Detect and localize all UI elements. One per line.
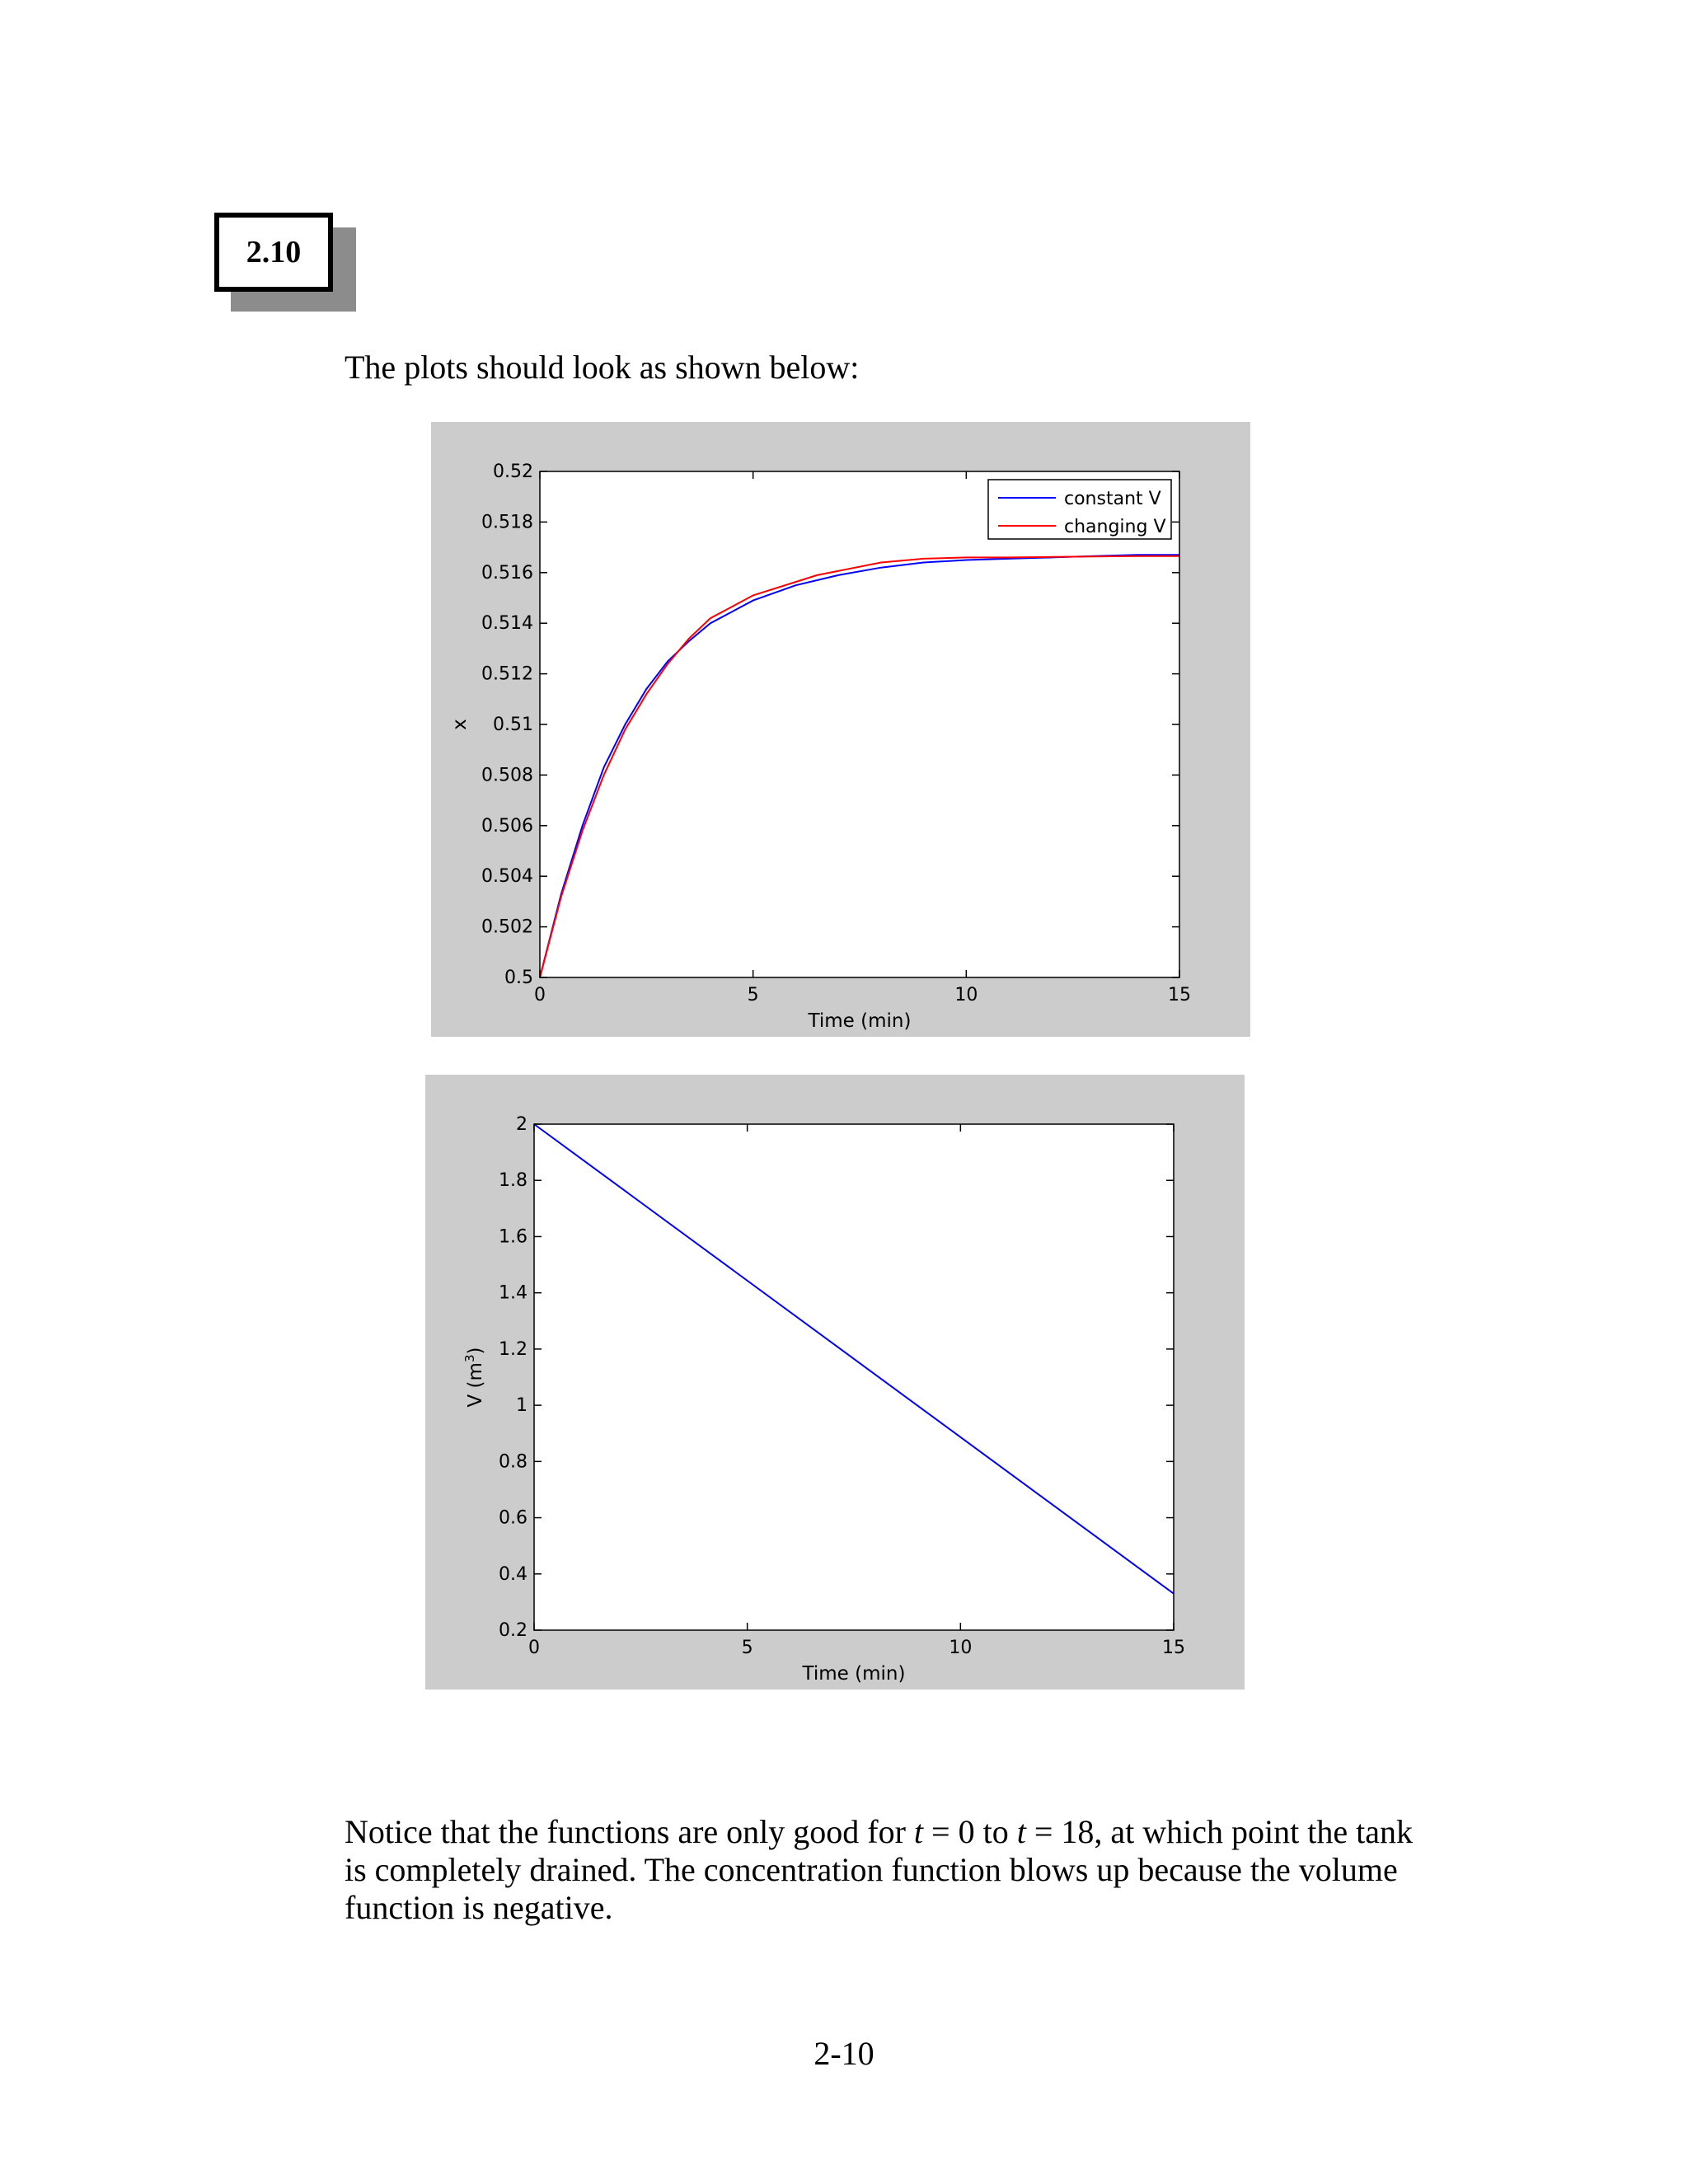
y-axis-label-end: ) xyxy=(465,1347,486,1355)
y-tick-label: 0.52 xyxy=(493,462,533,482)
y-axis-label-text: x xyxy=(449,719,471,730)
x-tick-label: 0 xyxy=(528,1638,540,1658)
plot-area xyxy=(534,1124,1174,1630)
plot-area xyxy=(540,471,1179,977)
x-tick-label: 0 xyxy=(534,985,546,1005)
x-tick-label: 10 xyxy=(949,1638,973,1658)
chart-x-vs-time xyxy=(431,422,1250,1037)
y-tick-label: 1 xyxy=(516,1395,528,1417)
y-tick-label: 0.51 xyxy=(493,715,533,735)
y-tick-label: 1.6 xyxy=(499,1226,528,1248)
y-tick-label: 0.6 xyxy=(499,1507,528,1529)
y-axis-label-sup: 3 xyxy=(462,1354,477,1363)
note-variable-t: t xyxy=(913,1813,924,1850)
note-text-3: = 18, at which point the tank is completely drained. The concentration function blows up because the volume function is negative. xyxy=(345,1813,1413,1926)
y-tick-label: 0.502 xyxy=(481,916,533,938)
x-tick-label: 5 xyxy=(747,985,759,1005)
note-paragraph xyxy=(345,1813,1432,1927)
x-tick-label: 15 xyxy=(1168,985,1191,1005)
y-tick-label: 0.2 xyxy=(499,1620,528,1641)
note-text-1: Notice that the functions are only good for xyxy=(345,1813,914,1850)
y-tick-label: 1.8 xyxy=(499,1170,528,1192)
page-number: 2-10 xyxy=(814,2035,874,2072)
y-axis-label xyxy=(449,719,471,730)
problem-number-box xyxy=(214,213,333,292)
y-axis-label-text: V (m xyxy=(465,1362,486,1408)
x-tick-label: 5 xyxy=(741,1638,753,1658)
y-tick-label: 2 xyxy=(516,1114,528,1135)
y-tick-label: 0.506 xyxy=(481,815,533,837)
figure-volume-vs-time xyxy=(425,1075,1245,1690)
y-axis-label xyxy=(462,1347,486,1408)
legend-label-0: constant V xyxy=(1064,489,1161,509)
x-axis-label: Time (min) xyxy=(808,1010,912,1032)
y-tick-label: 0.518 xyxy=(481,512,533,533)
legend-label-1: changing V xyxy=(1064,517,1166,537)
y-tick-label: 1.2 xyxy=(499,1338,528,1360)
chart-volume-vs-time xyxy=(425,1075,1245,1690)
y-tick-label: 1.4 xyxy=(499,1282,528,1304)
note-variable-t: t xyxy=(1016,1813,1026,1850)
y-tick-label: 0.514 xyxy=(481,613,533,635)
y-tick-label: 0.516 xyxy=(481,562,533,583)
y-tick-label: 0.4 xyxy=(499,1563,528,1585)
x-tick-label: 15 xyxy=(1162,1638,1185,1658)
y-tick-label: 0.5 xyxy=(504,968,533,988)
x-tick-label: 10 xyxy=(954,985,978,1005)
y-tick-label: 0.8 xyxy=(499,1451,528,1473)
y-tick-label: 0.504 xyxy=(481,866,533,888)
note-text-2: = 0 to xyxy=(923,1813,1017,1850)
y-tick-label: 0.512 xyxy=(481,663,533,685)
y-tick-label: 0.508 xyxy=(481,765,533,786)
x-axis-label: Time (min) xyxy=(802,1663,906,1685)
intro-text: The plots should look as shown below: xyxy=(345,349,860,386)
problem-number: 2.10 xyxy=(246,235,302,269)
figure-x-vs-time xyxy=(431,422,1250,1037)
